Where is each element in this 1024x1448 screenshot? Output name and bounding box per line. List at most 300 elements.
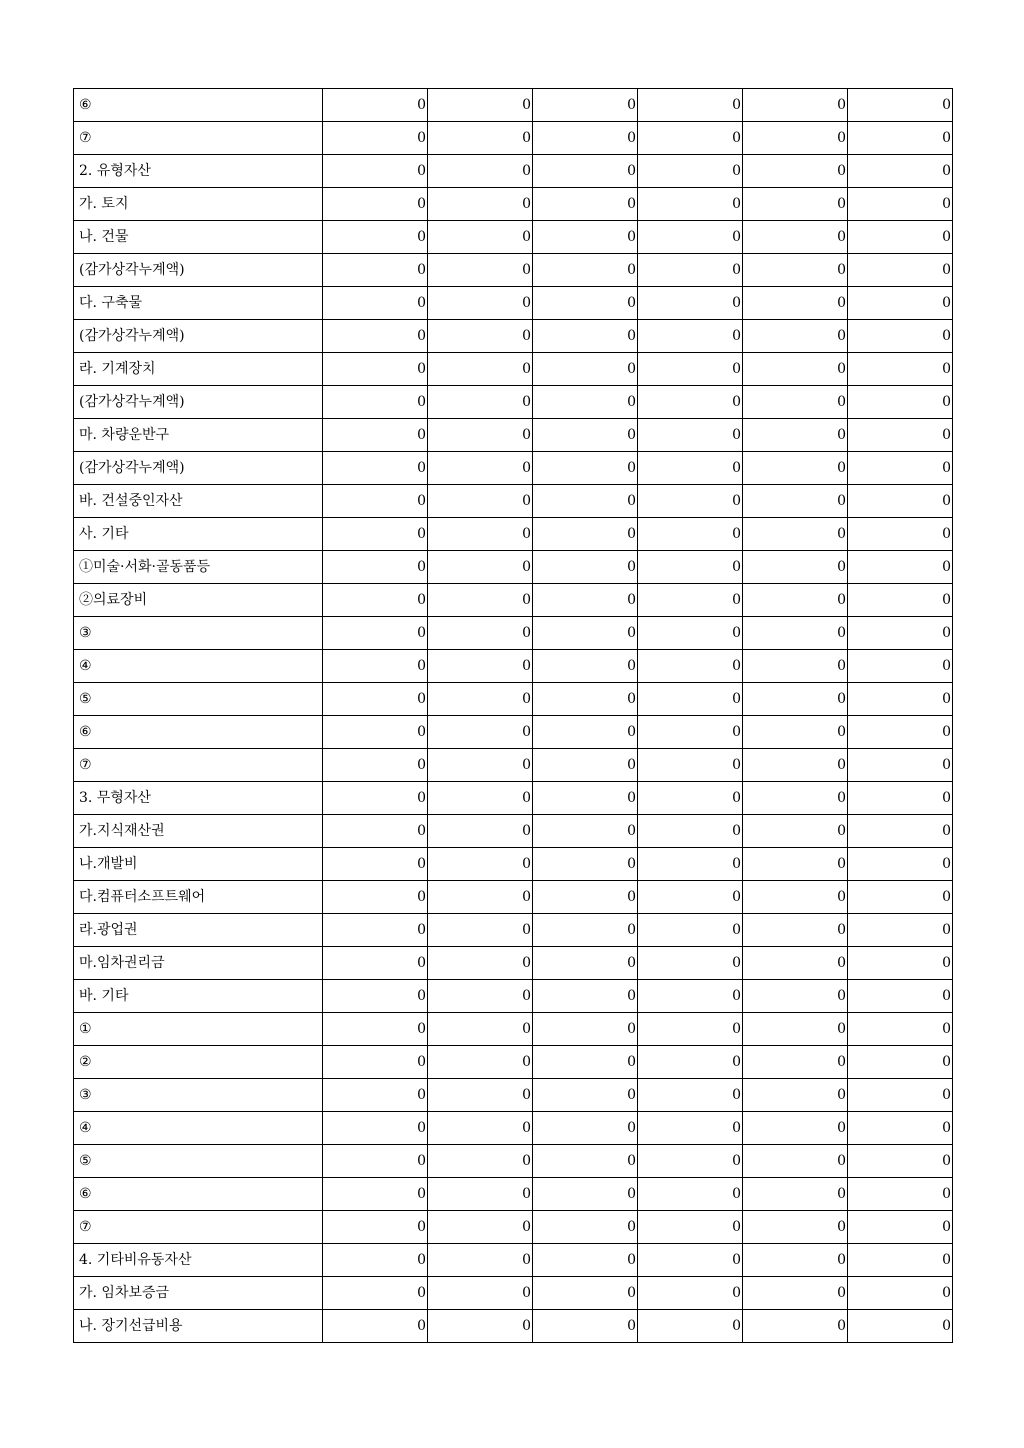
value-cell: 0 bbox=[428, 518, 533, 551]
value-cell: 0 bbox=[848, 881, 953, 914]
value-cell: 0 bbox=[743, 584, 848, 617]
value-cell: 0 bbox=[638, 881, 743, 914]
value-cell: 0 bbox=[638, 584, 743, 617]
value-cell: 0 bbox=[533, 254, 638, 287]
value-cell: 0 bbox=[743, 914, 848, 947]
row-label-cell: 2. 유형자산 bbox=[74, 155, 323, 188]
value-cell: 0 bbox=[533, 386, 638, 419]
value-cell: 0 bbox=[848, 1112, 953, 1145]
value-cell: 0 bbox=[743, 1112, 848, 1145]
value-cell: 0 bbox=[428, 980, 533, 1013]
value-cell: 0 bbox=[428, 617, 533, 650]
value-cell: 0 bbox=[323, 1112, 428, 1145]
value-cell: 0 bbox=[638, 1178, 743, 1211]
value-cell: 0 bbox=[848, 122, 953, 155]
value-cell: 0 bbox=[743, 485, 848, 518]
value-cell: 0 bbox=[533, 848, 638, 881]
value-cell: 0 bbox=[638, 716, 743, 749]
table-row bbox=[74, 1112, 953, 1145]
value-cell: 0 bbox=[533, 1277, 638, 1310]
value-cell: 0 bbox=[533, 1211, 638, 1244]
value-cell: 0 bbox=[533, 1244, 638, 1277]
value-cell: 0 bbox=[848, 287, 953, 320]
table-row bbox=[74, 1277, 953, 1310]
value-cell: 0 bbox=[638, 749, 743, 782]
row-label-cell: ② bbox=[74, 1046, 323, 1079]
value-cell: 0 bbox=[428, 386, 533, 419]
value-cell: 0 bbox=[848, 221, 953, 254]
table-row bbox=[74, 419, 953, 452]
row-label-cell: (감가상각누계액) bbox=[74, 452, 323, 485]
table-row bbox=[74, 716, 953, 749]
value-cell: 0 bbox=[533, 716, 638, 749]
row-label-cell: ⑦ bbox=[74, 1211, 323, 1244]
table-row bbox=[74, 452, 953, 485]
value-cell: 0 bbox=[638, 1145, 743, 1178]
table-row bbox=[74, 221, 953, 254]
value-cell: 0 bbox=[533, 1112, 638, 1145]
value-cell: 0 bbox=[638, 650, 743, 683]
value-cell: 0 bbox=[323, 1046, 428, 1079]
value-cell: 0 bbox=[323, 1310, 428, 1343]
value-cell: 0 bbox=[743, 1046, 848, 1079]
value-cell: 0 bbox=[323, 452, 428, 485]
value-cell: 0 bbox=[533, 485, 638, 518]
value-cell: 0 bbox=[638, 386, 743, 419]
value-cell: 0 bbox=[533, 221, 638, 254]
value-cell: 0 bbox=[533, 782, 638, 815]
value-cell: 0 bbox=[638, 782, 743, 815]
table-row bbox=[74, 980, 953, 1013]
value-cell: 0 bbox=[533, 815, 638, 848]
value-cell: 0 bbox=[323, 1013, 428, 1046]
value-cell: 0 bbox=[743, 1244, 848, 1277]
value-cell: 0 bbox=[533, 947, 638, 980]
value-cell: 0 bbox=[533, 188, 638, 221]
value-cell: 0 bbox=[533, 551, 638, 584]
value-cell: 0 bbox=[323, 947, 428, 980]
value-cell: 0 bbox=[533, 518, 638, 551]
value-cell: 0 bbox=[323, 419, 428, 452]
value-cell: 0 bbox=[743, 221, 848, 254]
value-cell: 0 bbox=[638, 419, 743, 452]
value-cell: 0 bbox=[638, 848, 743, 881]
value-cell: 0 bbox=[638, 815, 743, 848]
value-cell: 0 bbox=[323, 980, 428, 1013]
value-cell: 0 bbox=[428, 1079, 533, 1112]
value-cell: 0 bbox=[743, 89, 848, 122]
value-cell: 0 bbox=[743, 881, 848, 914]
value-cell: 0 bbox=[323, 386, 428, 419]
row-label-cell: 가. 토지 bbox=[74, 188, 323, 221]
value-cell: 0 bbox=[428, 716, 533, 749]
table-row bbox=[74, 782, 953, 815]
table-row bbox=[74, 1178, 953, 1211]
value-cell: 0 bbox=[638, 485, 743, 518]
value-cell: 0 bbox=[533, 419, 638, 452]
value-cell: 0 bbox=[743, 254, 848, 287]
value-cell: 0 bbox=[848, 1310, 953, 1343]
value-cell: 0 bbox=[638, 1013, 743, 1046]
row-label-cell: 라.광업권 bbox=[74, 914, 323, 947]
value-cell: 0 bbox=[848, 584, 953, 617]
row-label-cell: 나. 건물 bbox=[74, 221, 323, 254]
value-cell: 0 bbox=[638, 254, 743, 287]
value-cell: 0 bbox=[638, 1244, 743, 1277]
value-cell: 0 bbox=[323, 584, 428, 617]
value-cell: 0 bbox=[533, 155, 638, 188]
row-label-cell: ⑥ bbox=[74, 716, 323, 749]
value-cell: 0 bbox=[323, 815, 428, 848]
value-cell: 0 bbox=[848, 947, 953, 980]
value-cell: 0 bbox=[638, 617, 743, 650]
table-row bbox=[74, 749, 953, 782]
value-cell: 0 bbox=[848, 716, 953, 749]
row-label-cell: ① bbox=[74, 1013, 323, 1046]
value-cell: 0 bbox=[743, 386, 848, 419]
value-cell: 0 bbox=[743, 1145, 848, 1178]
table-row bbox=[74, 320, 953, 353]
table-row bbox=[74, 1244, 953, 1277]
value-cell: 0 bbox=[428, 848, 533, 881]
value-cell: 0 bbox=[533, 584, 638, 617]
value-cell: 0 bbox=[323, 1178, 428, 1211]
table-row bbox=[74, 518, 953, 551]
row-label-cell: 라. 기계장치 bbox=[74, 353, 323, 386]
value-cell: 0 bbox=[428, 683, 533, 716]
table-row bbox=[74, 650, 953, 683]
value-cell: 0 bbox=[848, 683, 953, 716]
value-cell: 0 bbox=[428, 1145, 533, 1178]
value-cell: 0 bbox=[743, 452, 848, 485]
value-cell: 0 bbox=[533, 650, 638, 683]
row-label-cell: 4. 기타비유동자산 bbox=[74, 1244, 323, 1277]
value-cell: 0 bbox=[533, 287, 638, 320]
value-cell: 0 bbox=[428, 1244, 533, 1277]
row-label-cell: ④ bbox=[74, 1112, 323, 1145]
value-cell: 0 bbox=[638, 287, 743, 320]
value-cell: 0 bbox=[743, 188, 848, 221]
value-cell: 0 bbox=[638, 89, 743, 122]
row-label-cell: ①미술·서화·골동품등 bbox=[74, 551, 323, 584]
row-label-cell: 바. 기타 bbox=[74, 980, 323, 1013]
value-cell: 0 bbox=[323, 848, 428, 881]
value-cell: 0 bbox=[743, 947, 848, 980]
row-label-cell: ⑥ bbox=[74, 89, 323, 122]
value-cell: 0 bbox=[743, 122, 848, 155]
value-cell: 0 bbox=[743, 1211, 848, 1244]
value-cell: 0 bbox=[638, 188, 743, 221]
value-cell: 0 bbox=[533, 353, 638, 386]
value-cell: 0 bbox=[638, 683, 743, 716]
value-cell: 0 bbox=[743, 155, 848, 188]
value-cell: 0 bbox=[323, 89, 428, 122]
value-cell: 0 bbox=[638, 452, 743, 485]
row-label-cell: ⑤ bbox=[74, 683, 323, 716]
value-cell: 0 bbox=[428, 320, 533, 353]
value-cell: 0 bbox=[428, 419, 533, 452]
row-label-cell: 가. 임차보증금 bbox=[74, 1277, 323, 1310]
value-cell: 0 bbox=[323, 881, 428, 914]
row-label-cell: ④ bbox=[74, 650, 323, 683]
row-label-cell: 사. 기타 bbox=[74, 518, 323, 551]
value-cell: 0 bbox=[848, 155, 953, 188]
value-cell: 0 bbox=[533, 749, 638, 782]
value-cell: 0 bbox=[638, 518, 743, 551]
value-cell: 0 bbox=[848, 485, 953, 518]
value-cell: 0 bbox=[848, 551, 953, 584]
value-cell: 0 bbox=[743, 320, 848, 353]
value-cell: 0 bbox=[533, 1013, 638, 1046]
value-cell: 0 bbox=[848, 980, 953, 1013]
value-cell: 0 bbox=[323, 287, 428, 320]
value-cell: 0 bbox=[428, 815, 533, 848]
value-cell: 0 bbox=[848, 518, 953, 551]
value-cell: 0 bbox=[533, 617, 638, 650]
value-cell: 0 bbox=[428, 155, 533, 188]
value-cell: 0 bbox=[638, 1112, 743, 1145]
value-cell: 0 bbox=[848, 452, 953, 485]
value-cell: 0 bbox=[323, 254, 428, 287]
row-label-cell: (감가상각누계액) bbox=[74, 386, 323, 419]
value-cell: 0 bbox=[533, 980, 638, 1013]
value-cell: 0 bbox=[848, 617, 953, 650]
value-cell: 0 bbox=[323, 155, 428, 188]
row-label-cell: ③ bbox=[74, 617, 323, 650]
value-cell: 0 bbox=[533, 1178, 638, 1211]
table-row bbox=[74, 1211, 953, 1244]
table-row bbox=[74, 848, 953, 881]
table-row bbox=[74, 815, 953, 848]
table-row bbox=[74, 485, 953, 518]
value-cell: 0 bbox=[428, 89, 533, 122]
value-cell: 0 bbox=[848, 1079, 953, 1112]
value-cell: 0 bbox=[638, 947, 743, 980]
value-cell: 0 bbox=[848, 749, 953, 782]
value-cell: 0 bbox=[323, 518, 428, 551]
value-cell: 0 bbox=[743, 716, 848, 749]
table-row bbox=[74, 881, 953, 914]
value-cell: 0 bbox=[428, 1211, 533, 1244]
value-cell: 0 bbox=[743, 815, 848, 848]
value-cell: 0 bbox=[743, 1013, 848, 1046]
value-cell: 0 bbox=[533, 914, 638, 947]
value-cell: 0 bbox=[428, 650, 533, 683]
value-cell: 0 bbox=[743, 683, 848, 716]
value-cell: 0 bbox=[428, 1112, 533, 1145]
value-cell: 0 bbox=[743, 782, 848, 815]
value-cell: 0 bbox=[428, 782, 533, 815]
value-cell: 0 bbox=[743, 617, 848, 650]
value-cell: 0 bbox=[638, 1046, 743, 1079]
value-cell: 0 bbox=[323, 914, 428, 947]
value-cell: 0 bbox=[848, 254, 953, 287]
value-cell: 0 bbox=[638, 353, 743, 386]
row-label-cell: 나. 장기선급비용 bbox=[74, 1310, 323, 1343]
value-cell: 0 bbox=[428, 1178, 533, 1211]
value-cell: 0 bbox=[533, 683, 638, 716]
value-cell: 0 bbox=[638, 914, 743, 947]
value-cell: 0 bbox=[743, 287, 848, 320]
value-cell: 0 bbox=[638, 122, 743, 155]
value-cell: 0 bbox=[323, 683, 428, 716]
value-cell: 0 bbox=[323, 1145, 428, 1178]
row-label-cell: ⑦ bbox=[74, 122, 323, 155]
value-cell: 0 bbox=[428, 452, 533, 485]
value-cell: 0 bbox=[533, 1046, 638, 1079]
value-cell: 0 bbox=[428, 221, 533, 254]
value-cell: 0 bbox=[848, 353, 953, 386]
row-label-cell: ⑥ bbox=[74, 1178, 323, 1211]
row-label-cell: (감가상각누계액) bbox=[74, 254, 323, 287]
row-label-cell: 3. 무형자산 bbox=[74, 782, 323, 815]
table-row bbox=[74, 551, 953, 584]
value-cell: 0 bbox=[638, 1079, 743, 1112]
value-cell: 0 bbox=[533, 89, 638, 122]
value-cell: 0 bbox=[428, 881, 533, 914]
value-cell: 0 bbox=[848, 1211, 953, 1244]
value-cell: 0 bbox=[323, 782, 428, 815]
row-label-cell: ⑤ bbox=[74, 1145, 323, 1178]
value-cell: 0 bbox=[638, 980, 743, 1013]
value-cell: 0 bbox=[848, 815, 953, 848]
value-cell: 0 bbox=[743, 980, 848, 1013]
value-cell: 0 bbox=[428, 1310, 533, 1343]
value-cell: 0 bbox=[743, 1178, 848, 1211]
asset-table bbox=[73, 88, 953, 1343]
value-cell: 0 bbox=[638, 1211, 743, 1244]
table-row bbox=[74, 1310, 953, 1343]
value-cell: 0 bbox=[428, 947, 533, 980]
value-cell: 0 bbox=[848, 89, 953, 122]
value-cell: 0 bbox=[323, 1244, 428, 1277]
value-cell: 0 bbox=[848, 188, 953, 221]
table-row bbox=[74, 1145, 953, 1178]
value-cell: 0 bbox=[743, 848, 848, 881]
table-row bbox=[74, 1046, 953, 1079]
value-cell: 0 bbox=[323, 320, 428, 353]
value-cell: 0 bbox=[638, 320, 743, 353]
row-label-cell: 다. 구축물 bbox=[74, 287, 323, 320]
row-label-cell: 마. 차량운반구 bbox=[74, 419, 323, 452]
table-row bbox=[74, 617, 953, 650]
value-cell: 0 bbox=[743, 1277, 848, 1310]
value-cell: 0 bbox=[323, 1079, 428, 1112]
value-cell: 0 bbox=[533, 1310, 638, 1343]
value-cell: 0 bbox=[428, 1013, 533, 1046]
value-cell: 0 bbox=[323, 1277, 428, 1310]
table-row bbox=[74, 287, 953, 320]
value-cell: 0 bbox=[323, 122, 428, 155]
value-cell: 0 bbox=[848, 914, 953, 947]
value-cell: 0 bbox=[848, 419, 953, 452]
value-cell: 0 bbox=[323, 650, 428, 683]
table-row bbox=[74, 188, 953, 221]
row-label-cell: 가.지식재산권 bbox=[74, 815, 323, 848]
table-row bbox=[74, 914, 953, 947]
value-cell: 0 bbox=[848, 782, 953, 815]
value-cell: 0 bbox=[848, 1277, 953, 1310]
value-cell: 0 bbox=[323, 617, 428, 650]
table-row bbox=[74, 947, 953, 980]
value-cell: 0 bbox=[533, 881, 638, 914]
row-label-cell: 다.컴퓨터소프트웨어 bbox=[74, 881, 323, 914]
row-label-cell: ②의료장비 bbox=[74, 584, 323, 617]
value-cell: 0 bbox=[848, 1178, 953, 1211]
value-cell: 0 bbox=[848, 320, 953, 353]
value-cell: 0 bbox=[323, 188, 428, 221]
table-row bbox=[74, 155, 953, 188]
value-cell: 0 bbox=[533, 452, 638, 485]
value-cell: 0 bbox=[323, 716, 428, 749]
value-cell: 0 bbox=[638, 1310, 743, 1343]
table-row bbox=[74, 683, 953, 716]
value-cell: 0 bbox=[428, 551, 533, 584]
value-cell: 0 bbox=[428, 1277, 533, 1310]
table-row bbox=[74, 89, 953, 122]
row-label-cell: 마.임차권리금 bbox=[74, 947, 323, 980]
asset-table-body bbox=[74, 89, 953, 1343]
value-cell: 0 bbox=[428, 353, 533, 386]
table-row bbox=[74, 1079, 953, 1112]
value-cell: 0 bbox=[743, 419, 848, 452]
value-cell: 0 bbox=[848, 386, 953, 419]
value-cell: 0 bbox=[848, 650, 953, 683]
value-cell: 0 bbox=[533, 122, 638, 155]
value-cell: 0 bbox=[848, 1244, 953, 1277]
value-cell: 0 bbox=[428, 188, 533, 221]
row-label-cell: ⑦ bbox=[74, 749, 323, 782]
value-cell: 0 bbox=[533, 1145, 638, 1178]
value-cell: 0 bbox=[743, 518, 848, 551]
table-row bbox=[74, 386, 953, 419]
value-cell: 0 bbox=[428, 914, 533, 947]
value-cell: 0 bbox=[638, 221, 743, 254]
value-cell: 0 bbox=[638, 155, 743, 188]
value-cell: 0 bbox=[428, 749, 533, 782]
value-cell: 0 bbox=[533, 320, 638, 353]
value-cell: 0 bbox=[638, 551, 743, 584]
table-row bbox=[74, 584, 953, 617]
value-cell: 0 bbox=[848, 848, 953, 881]
value-cell: 0 bbox=[848, 1013, 953, 1046]
value-cell: 0 bbox=[428, 584, 533, 617]
value-cell: 0 bbox=[323, 551, 428, 584]
row-label-cell: 바. 건설중인자산 bbox=[74, 485, 323, 518]
value-cell: 0 bbox=[323, 221, 428, 254]
table-row bbox=[74, 353, 953, 386]
value-cell: 0 bbox=[323, 1211, 428, 1244]
value-cell: 0 bbox=[428, 485, 533, 518]
value-cell: 0 bbox=[323, 485, 428, 518]
value-cell: 0 bbox=[743, 551, 848, 584]
value-cell: 0 bbox=[428, 122, 533, 155]
value-cell: 0 bbox=[743, 749, 848, 782]
row-label-cell: ③ bbox=[74, 1079, 323, 1112]
value-cell: 0 bbox=[848, 1046, 953, 1079]
row-label-cell: 나.개발비 bbox=[74, 848, 323, 881]
value-cell: 0 bbox=[743, 353, 848, 386]
table-row bbox=[74, 1013, 953, 1046]
value-cell: 0 bbox=[743, 1079, 848, 1112]
row-label-cell: (감가상각누계액) bbox=[74, 320, 323, 353]
value-cell: 0 bbox=[323, 749, 428, 782]
value-cell: 0 bbox=[533, 1079, 638, 1112]
value-cell: 0 bbox=[323, 353, 428, 386]
table-row bbox=[74, 254, 953, 287]
value-cell: 0 bbox=[638, 1277, 743, 1310]
value-cell: 0 bbox=[428, 1046, 533, 1079]
